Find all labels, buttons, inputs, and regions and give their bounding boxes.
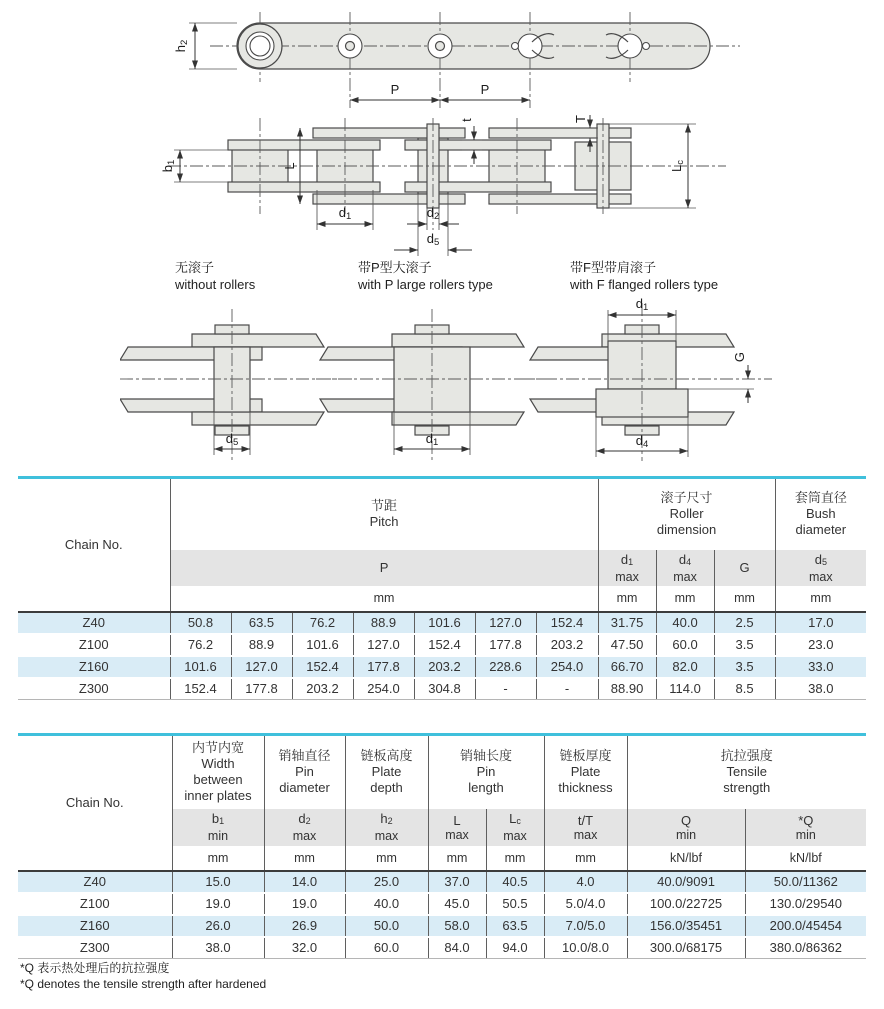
chain-plan-links (168, 118, 726, 230)
h2-cell: 60.0 (345, 937, 428, 959)
col-group-roller-dimension (598, 478, 775, 550)
d2-cell: 19.0 (264, 893, 345, 915)
dim-label-d2: d2 (426, 205, 440, 222)
subheader-l-max: L max (428, 809, 486, 846)
chain-no-cell: Z100 (18, 893, 172, 915)
group-label-en: dimension (656, 522, 717, 538)
pitch-cell: 203.2 (414, 656, 475, 678)
unit-q: kN/lbf (627, 846, 745, 871)
chain-no-cell: Z300 (18, 678, 170, 700)
q-cell: 40.0/9091 (627, 871, 745, 893)
pitch-cell: 254.0 (536, 656, 598, 678)
subheader-lc-max: Lc max (486, 809, 544, 846)
pitch-cell: - (536, 678, 598, 700)
group-label-en: thickness (558, 780, 613, 796)
l-cell: 84.0 (428, 937, 486, 959)
label-zh: 带P型大滚子 (358, 260, 432, 275)
col-group-pin-diameter (264, 735, 345, 809)
group-label-en: Pin (476, 764, 496, 780)
chain-no-cell: Z40 (18, 871, 172, 893)
footnote-zh: *Q 表示热处理后的抗拉强度 (20, 961, 170, 975)
pitch-roller-table (18, 476, 866, 700)
dim-label-p1: P (390, 82, 400, 97)
d1-cell: 88.90 (598, 678, 656, 700)
pitch-cell: 88.9 (353, 612, 414, 634)
unit-d5: mm (775, 586, 866, 612)
d1-cell: 47.50 (598, 634, 656, 656)
group-label-zh: 销轴直径 (278, 748, 331, 764)
chain-plan-view-drawing (140, 112, 760, 264)
col-group-pitch (170, 478, 598, 550)
footnote-en: *Q denotes the tensile strength after hardened (20, 977, 267, 991)
group-label-zh: 链板厚度 (559, 748, 612, 764)
group-label-en: diameter (279, 780, 330, 796)
tt-cell: 4.0 (544, 871, 627, 893)
col-group-bush-diameter (775, 478, 866, 550)
dim-label-g: G (732, 351, 747, 363)
chain-no-cell: Z300 (18, 937, 172, 959)
group-label-en: Tensile (726, 764, 767, 780)
pitch-cell: 254.0 (353, 678, 414, 700)
col-group-plate-thickness (544, 735, 627, 809)
group-label-en: Pitch (369, 514, 399, 530)
subheader-d4-max: d4 max (656, 550, 714, 586)
d4-cell: 114.0 (656, 678, 714, 700)
h2-cell: 25.0 (345, 871, 428, 893)
pitch-cell: 203.2 (536, 634, 598, 656)
group-label-en: Width (201, 756, 235, 772)
pitch-cell: 304.8 (414, 678, 475, 700)
roller-type-label-f-flanged-rollers (570, 259, 718, 293)
subheader-p: P (170, 550, 598, 586)
unit-l: mm (428, 846, 486, 871)
subheader-qstar-min: *Q min (745, 809, 866, 846)
chain-no-cell: Z160 (18, 915, 172, 937)
table-row (18, 656, 866, 678)
g-cell: 8.5 (714, 678, 775, 700)
table-row (18, 915, 866, 937)
subheader-b1-min: b1 min (172, 809, 264, 846)
pitch-cell: 76.2 (292, 612, 353, 634)
unit-h2: mm (345, 846, 428, 871)
pitch-cell: 101.6 (170, 656, 231, 678)
pitch-cell: 127.0 (231, 656, 292, 678)
b1-cell: 15.0 (172, 871, 264, 893)
group-label-zh: 抗拉强度 (720, 748, 773, 764)
qstar-cell: 50.0/11362 (745, 871, 866, 893)
pitch-cell: 63.5 (231, 612, 292, 634)
group-label-en: length (468, 780, 504, 796)
h2-cell: 50.0 (345, 915, 428, 937)
unit-g: mm (714, 586, 775, 612)
pitch-cell: 101.6 (292, 634, 353, 656)
group-label-en: strength (723, 780, 771, 796)
group-label-zh: 内节内宽 (191, 740, 244, 756)
unit-lc: mm (486, 846, 544, 871)
col-group-width-inner-plates (172, 735, 264, 809)
q-cell: 100.0/22725 (627, 893, 745, 915)
d2-cell: 32.0 (264, 937, 345, 959)
dim-label-b1: b1 (160, 159, 177, 173)
col-header-chain-no: Chain No. (18, 478, 170, 612)
table-row (18, 937, 866, 959)
pitch-cell: 152.4 (414, 634, 475, 656)
col-group-tensile-strength (627, 735, 866, 809)
chain-no-cell: Z160 (18, 656, 170, 678)
subheader-tt-max: t/T max (544, 809, 627, 846)
col-group-pin-length (428, 735, 544, 809)
lc-cell: 50.5 (486, 893, 544, 915)
group-label-en: Plate (570, 764, 601, 780)
g-cell: 3.5 (714, 656, 775, 678)
group-label-en: Plate (371, 764, 402, 780)
qstar-cell: 200.0/45454 (745, 915, 866, 937)
q-cell: 156.0/35451 (627, 915, 745, 937)
dim-label-d1: d1 (635, 296, 649, 313)
tt-cell: 5.0/4.0 (544, 893, 627, 915)
unit-b1: mm (172, 846, 264, 871)
table-row (18, 871, 866, 893)
dim-label-tt: T (573, 115, 588, 123)
label-en: with F flanged rollers type (570, 277, 719, 292)
l-cell: 58.0 (428, 915, 486, 937)
d4-cell: 82.0 (656, 656, 714, 678)
d5-cell: 33.0 (775, 656, 866, 678)
pitch-cell: 203.2 (292, 678, 353, 700)
col-group-plate-depth (345, 735, 428, 809)
group-label-en: inner plates (184, 788, 252, 804)
unit-qstar: kN/lbf (745, 846, 866, 871)
pitch-cell: 228.6 (475, 656, 536, 678)
roller-type-label-p-large-rollers (358, 259, 493, 293)
d1-cell: 66.70 (598, 656, 656, 678)
unit-d2: mm (264, 846, 345, 871)
chain-side-view-drawing (125, 4, 815, 114)
pitch-cell: 101.6 (414, 612, 475, 634)
pitch-cell: 152.4 (170, 678, 231, 700)
label-en: with P large rollers type (358, 277, 493, 292)
group-label-zh: 节距 (371, 498, 398, 514)
group-label-en: Bush (806, 506, 836, 522)
subheader-h2-max: h2 max (345, 809, 428, 846)
d4-cell: 40.0 (656, 612, 714, 634)
dim-label-p2: P (480, 82, 490, 97)
dim-label-h2: h2 (173, 39, 190, 53)
subheader-d2-max: d2 max (264, 809, 345, 846)
pitch-cell: 127.0 (353, 634, 414, 656)
pitch-cell: 50.8 (170, 612, 231, 634)
d2-cell: 26.9 (264, 915, 345, 937)
section-without-rollers (120, 309, 352, 461)
table-row (18, 634, 866, 656)
tt-cell: 10.0/8.0 (544, 937, 627, 959)
b1-cell: 38.0 (172, 937, 264, 959)
table-row (18, 678, 866, 700)
h2-cell: 40.0 (345, 893, 428, 915)
q-cell: 300.0/68175 (627, 937, 745, 959)
d5-cell: 38.0 (775, 678, 866, 700)
dim-label-d1: d1 (338, 205, 352, 222)
dim-label-t: t (459, 118, 474, 122)
group-label-zh: 套筒直径 (794, 490, 847, 506)
group-label-zh: 链板高度 (360, 748, 413, 764)
d5-cell: 23.0 (775, 634, 866, 656)
label-zh: 带F型带肩滚子 (570, 260, 656, 275)
roller-type-label-without-rollers (175, 259, 255, 293)
tt-cell: 7.0/5.0 (544, 915, 627, 937)
label-en: without rollers (175, 277, 256, 292)
chain-links (210, 12, 740, 108)
b1-cell: 19.0 (172, 893, 264, 915)
table-row (18, 893, 866, 915)
dim-label-d5: d5 (426, 231, 440, 248)
label-zh: 无滚子 (175, 260, 215, 275)
footnotes (20, 960, 266, 992)
l-cell: 45.0 (428, 893, 486, 915)
d1-cell: 31.75 (598, 612, 656, 634)
subheader-d1-max: d1 max (598, 550, 656, 586)
unit-tt: mm (544, 846, 627, 871)
pitch-cell: 152.4 (536, 612, 598, 634)
dim-label-lc: Lc (669, 160, 686, 172)
group-label-en: Roller (669, 506, 704, 522)
section-f-flanged-rollers (522, 296, 772, 461)
qstar-cell: 380.0/86362 (745, 937, 866, 959)
group-label-en: diameter (795, 522, 847, 538)
unit-p: mm (170, 586, 598, 612)
pitch-cell: 177.8 (231, 678, 292, 700)
table-row (18, 612, 866, 634)
section-p-large-rollers (316, 309, 556, 461)
group-label-zh: 滚子尺寸 (660, 490, 713, 506)
d2-cell: 14.0 (264, 871, 345, 893)
roller-sections-drawing (120, 295, 780, 467)
group-label-zh: 销轴长度 (460, 748, 513, 764)
dim-label-d4: d4 (635, 433, 649, 450)
pitch-cell: 76.2 (170, 634, 231, 656)
dim-label-l: L (282, 162, 297, 170)
group-label-en: between (193, 772, 243, 788)
pitch-cell: 152.4 (292, 656, 353, 678)
lc-cell: 63.5 (486, 915, 544, 937)
g-cell: 2.5 (714, 612, 775, 634)
group-label-en: Pin (295, 764, 314, 780)
pitch-cell: 127.0 (475, 612, 536, 634)
unit-d1: mm (598, 586, 656, 612)
dim-label-d5: d5 (225, 431, 239, 448)
pitch-cell: 88.9 (231, 634, 292, 656)
g-cell: 3.5 (714, 634, 775, 656)
d4-cell: 60.0 (656, 634, 714, 656)
pitch-cell: - (475, 678, 536, 700)
lc-cell: 40.5 (486, 871, 544, 893)
chain-no-cell: Z40 (18, 612, 170, 634)
unit-d4: mm (656, 586, 714, 612)
col-header-chain-no: Chain No. (18, 735, 172, 871)
b1-cell: 26.0 (172, 915, 264, 937)
qstar-cell: 130.0/29540 (745, 893, 866, 915)
pitch-cell: 177.8 (353, 656, 414, 678)
subheader-d5-max: d5 max (775, 550, 866, 586)
l-cell: 37.0 (428, 871, 486, 893)
pitch-cell: 177.8 (475, 634, 536, 656)
dim-label-d1: d1 (425, 431, 439, 448)
subheader-g: G (714, 550, 775, 586)
chain-no-cell: Z100 (18, 634, 170, 656)
d5-cell: 17.0 (775, 612, 866, 634)
pin-plate-tensile-table (18, 733, 866, 959)
group-label-en: depth (370, 780, 403, 796)
subheader-q-min: Q min (627, 809, 745, 846)
lc-cell: 94.0 (486, 937, 544, 959)
